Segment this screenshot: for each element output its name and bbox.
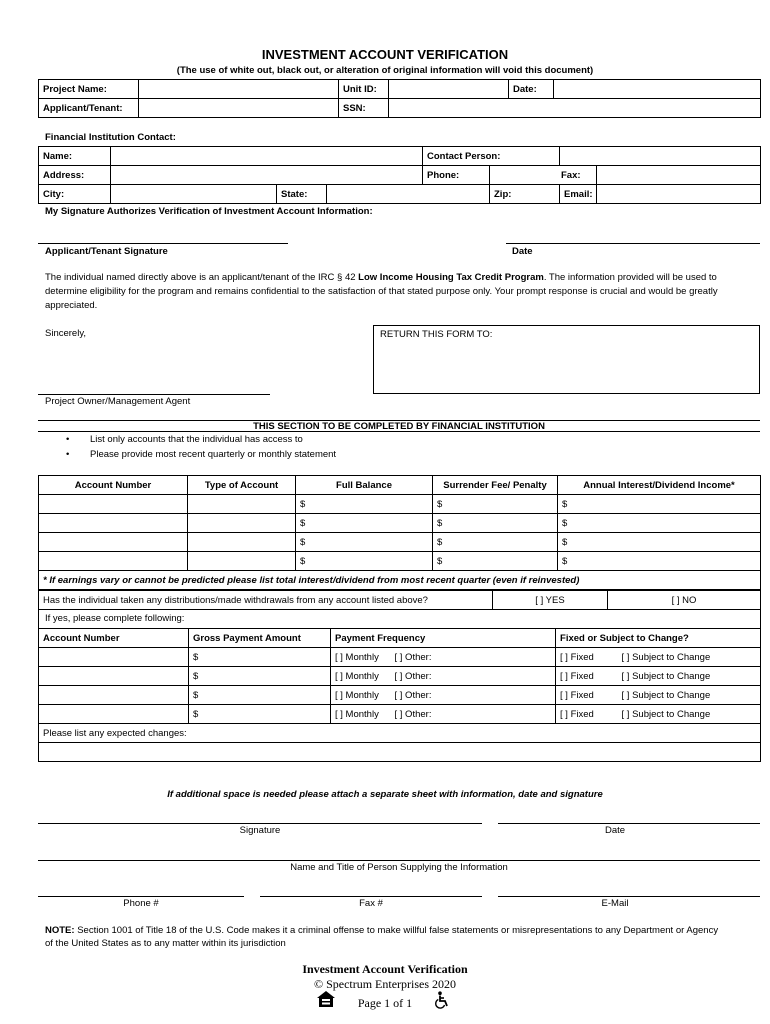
balance-cell[interactable]: $ (296, 495, 433, 514)
contact-person-field[interactable] (560, 147, 761, 166)
fi-email-label: Email: (560, 185, 597, 204)
return-form-box[interactable] (373, 325, 760, 394)
account-number-cell[interactable] (39, 495, 188, 514)
monthly-option[interactable]: [ ] Monthly (331, 648, 391, 667)
fax-label: Fax # (359, 898, 383, 909)
fixed-option[interactable]: [ ] Fixed (556, 705, 618, 724)
page-subtitle: (The use of white out, black out, or alteration of original information will void this document) (176, 65, 594, 76)
table-row (39, 514, 761, 533)
gross-amount-cell[interactable]: $ (189, 648, 331, 667)
applicant-date-label: Date (512, 246, 533, 257)
col-full-balance: Full Balance (296, 476, 433, 495)
equal-housing-icon (316, 990, 336, 1008)
fax-line[interactable] (260, 896, 482, 897)
interest-cell[interactable]: $ (558, 495, 761, 514)
account-type-cell[interactable] (188, 514, 296, 533)
pay-account-cell[interactable] (39, 667, 189, 686)
gross-amount-cell[interactable]: $ (189, 705, 331, 724)
earnings-footnote: * If earnings vary or cannot be predicted please list total interest/dividend from most recent quarter (even if reinvested) (39, 571, 761, 590)
fi-zip-label: Zip: (490, 185, 560, 204)
fi-state-field[interactable] (327, 185, 490, 204)
if-yes-text: If yes, please complete following: (45, 613, 185, 624)
signature-label: Signature (239, 825, 281, 836)
balance-cell[interactable]: $ (296, 533, 433, 552)
signature-date-line[interactable] (498, 823, 760, 824)
distributions-question: Has the individual taken any distributions/made withdrawals from any account listed above? (39, 591, 493, 610)
col-payment-frequency: Payment Frequency (331, 629, 556, 648)
gross-amount-cell[interactable]: $ (189, 686, 331, 705)
applicant-signature-line[interactable] (38, 243, 288, 244)
project-name-label: Project Name: (39, 80, 139, 99)
bullet-2-dot: • (66, 449, 70, 460)
expected-changes-field[interactable] (39, 743, 761, 762)
name-title-line[interactable] (38, 860, 760, 861)
note-text: Section 1001 of Title 18 of the U.S. Code makes it a criminal offense to make willful false statements or misrepresentations to any Department or Agency of the United States as to any matter within its jurisdiction (45, 925, 719, 949)
table-row (39, 533, 761, 552)
subject-to-change-option[interactable]: [ ] Subject to Change (618, 705, 761, 724)
distributions-yes-option[interactable]: [ ] YES (493, 591, 608, 610)
applicant-signature-label: Applicant/Tenant Signature (45, 246, 168, 257)
fixed-option[interactable]: [ ] Fixed (556, 686, 618, 705)
email-label: E-Mail (601, 898, 629, 909)
fi-city-field[interactable] (111, 185, 277, 204)
additional-space-note: If additional space is needed please attach a separate sheet with information, date and signature (167, 789, 603, 800)
accessibility-icon (434, 991, 452, 1009)
gross-amount-cell[interactable]: $ (189, 667, 331, 686)
if-yes-border (760, 609, 761, 629)
fee-cell[interactable]: $ (433, 552, 558, 571)
program-name: Low Income Housing Tax Credit Program (358, 272, 544, 283)
applicant-field[interactable] (139, 99, 339, 118)
authorization-text: My Signature Authorizes Verification of Investment Account Information: (45, 206, 373, 217)
footer-title: Investment Account Verification (302, 962, 468, 976)
table-row (39, 705, 761, 724)
project-name-field[interactable] (139, 80, 339, 99)
pay-account-cell[interactable] (39, 705, 189, 724)
col-gross-payment: Gross Payment Amount (189, 629, 331, 648)
fi-phone-label: Phone: (423, 166, 490, 185)
table-row (39, 495, 761, 514)
fee-cell[interactable]: $ (433, 495, 558, 514)
col-type-of-account: Type of Account (188, 476, 296, 495)
table-row (39, 648, 761, 667)
table-row (39, 552, 761, 571)
signature-date-label: Date (604, 825, 626, 836)
ssn-label: SSN: (339, 99, 389, 118)
fi-name-field[interactable] (111, 147, 423, 166)
fee-cell[interactable]: $ (433, 533, 558, 552)
table-row (39, 686, 761, 705)
payments-table (38, 628, 761, 762)
fi-name-label: Name: (39, 147, 111, 166)
distributions-no-option[interactable]: [ ] NO (608, 591, 761, 610)
subject-to-change-option[interactable]: [ ] Subject to Change (618, 686, 761, 705)
phone-line[interactable] (38, 896, 244, 897)
fi-section-heading: THIS SECTION TO BE COMPLETED BY FINANCIAL INSTITUTION (38, 420, 760, 432)
fi-city-label: City: (39, 185, 111, 204)
return-form-label: RETURN THIS FORM TO: (380, 329, 493, 340)
interest-cell[interactable]: $ (558, 514, 761, 533)
balance-cell[interactable]: $ (296, 552, 433, 571)
intro-paragraph (45, 271, 725, 313)
pay-account-cell[interactable] (39, 648, 189, 667)
account-type-cell[interactable] (188, 495, 296, 514)
bullet-1-dot: • (66, 434, 70, 445)
monthly-option[interactable]: [ ] Monthly (331, 705, 391, 724)
owner-agent-label: Project Owner/Management Agent (45, 396, 191, 407)
intro-text-2: . The information provided will be used to determine eligibility for the program and remains confidential to the satisfaction of that stated purpose only. Your prompt response is crucial and would be greatly appreciated. (45, 272, 718, 311)
signature-line[interactable] (38, 823, 482, 824)
subject-to-change-option[interactable]: [ ] Subject to Change (618, 648, 761, 667)
account-type-cell[interactable] (188, 552, 296, 571)
owner-signature-line[interactable] (38, 394, 270, 395)
unit-id-label: Unit ID: (339, 80, 389, 99)
col-surrender-fee: Surrender Fee/ Penalty (433, 476, 558, 495)
subject-to-change-option[interactable]: [ ] Subject to Change (618, 667, 761, 686)
date-label: Date: (509, 80, 554, 99)
fi-contact-table (38, 146, 761, 204)
ssn-field[interactable] (389, 99, 761, 118)
fi-address-field[interactable] (111, 166, 423, 185)
account-type-cell[interactable] (188, 533, 296, 552)
other-option[interactable]: [ ] Other: (391, 686, 556, 705)
applicant-date-line[interactable] (506, 243, 760, 244)
fixed-option[interactable]: [ ] Fixed (556, 648, 618, 667)
phone-label: Phone # (123, 898, 159, 909)
interest-cell[interactable]: $ (558, 552, 761, 571)
account-number-cell[interactable] (39, 552, 188, 571)
col-fixed-or-change: Fixed or Subject to Change? (556, 629, 761, 648)
expected-changes-label: Please list any expected changes: (39, 724, 761, 743)
contact-person-label: Contact Person: (423, 147, 560, 166)
footer-page: Page 1 of 1 (357, 996, 413, 1010)
note-label: NOTE: (45, 925, 75, 936)
bullet-2: Please provide most recent quarterly or monthly statement (90, 449, 337, 460)
legal-note (45, 924, 725, 950)
balance-cell[interactable]: $ (296, 514, 433, 533)
applicant-label: Applicant/Tenant: (39, 99, 139, 118)
bullet-1: List only accounts that the individual has access to (90, 434, 303, 445)
col-pay-account-number: Account Number (39, 629, 189, 648)
fi-contact-heading: Financial Institution Contact: (45, 132, 176, 143)
fi-email-field[interactable] (597, 185, 761, 204)
account-number-cell[interactable] (39, 514, 188, 533)
unit-id-field[interactable] (389, 80, 509, 99)
monthly-option[interactable]: [ ] Monthly (331, 686, 391, 705)
sincerely-text: Sincerely, (45, 328, 87, 339)
table-row (39, 667, 761, 686)
col-annual-interest: Annual Interest/Dividend Income* (558, 476, 761, 495)
page-title: INVESTMENT ACCOUNT VERIFICATION (261, 47, 509, 62)
col-account-number: Account Number (39, 476, 188, 495)
interest-cell[interactable]: $ (558, 533, 761, 552)
other-option[interactable]: [ ] Other: (391, 667, 556, 686)
other-option[interactable]: [ ] Other: (391, 705, 556, 724)
name-title-label: Name and Title of Person Supplying the Information (290, 862, 508, 873)
account-number-cell[interactable] (39, 533, 188, 552)
monthly-option[interactable]: [ ] Monthly (331, 667, 391, 686)
footer-copyright: © Spectrum Enterprises 2020 (313, 977, 457, 991)
date-field[interactable] (554, 80, 761, 99)
distributions-table (38, 590, 761, 610)
accounts-table (38, 475, 761, 590)
fee-cell[interactable]: $ (433, 514, 558, 533)
intro-text-1: The individual named directly above is an applicant/tenant of the IRC § 42 (45, 272, 359, 283)
email-line[interactable] (498, 896, 760, 897)
project-info-table (38, 79, 761, 118)
fi-address-label: Address: (39, 166, 111, 185)
fixed-option[interactable]: [ ] Fixed (556, 667, 618, 686)
other-option[interactable]: [ ] Other: (391, 648, 556, 667)
fi-state-label: State: (277, 185, 327, 204)
fi-fax-label: Fax: (561, 169, 581, 181)
fi-fax-field[interactable] (561, 166, 761, 185)
if-yes-border-left (38, 609, 39, 629)
pay-account-cell[interactable] (39, 686, 189, 705)
